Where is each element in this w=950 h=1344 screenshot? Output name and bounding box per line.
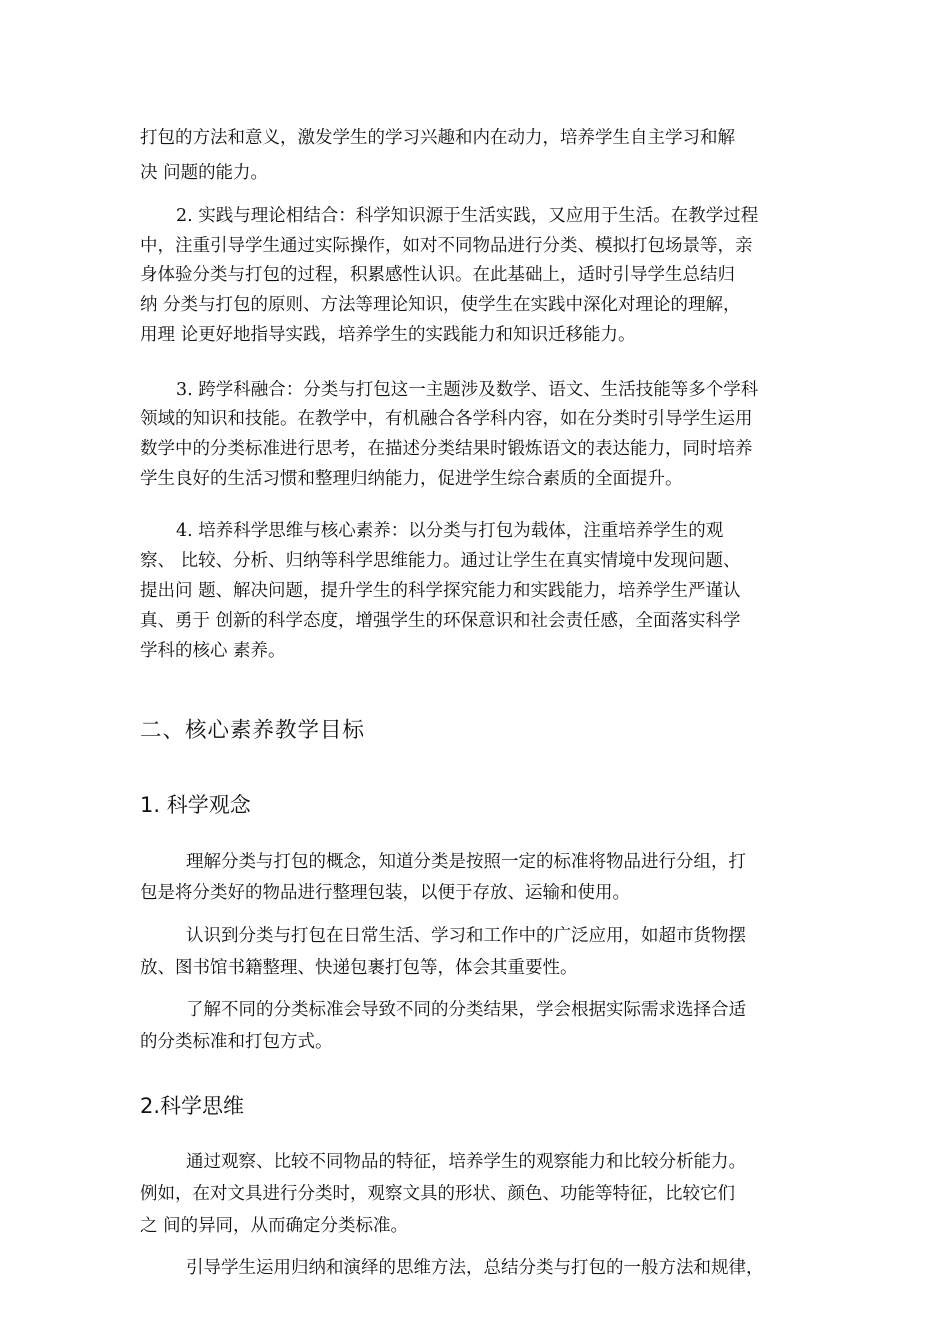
- concept-para3-line-1: 了解不同的分类标准会导致不同的分类结果，学会根据实际需求选择合适: [186, 1000, 746, 1020]
- concept-para3-line-2: 的分类标准和打包方式。: [140, 1032, 333, 1052]
- thinking-para1-line-3: 之 间的异同，从而确定分类标准。: [140, 1216, 409, 1236]
- concept-para1-line-1: 理解分类与打包的概念，知道分类是按照一定的标准将物品进行分组，打: [186, 852, 746, 872]
- point3-line-3: 数学中的分类标准进行思考，在描述分类结果时锻炼语文的表达能力，同时培养: [140, 439, 753, 459]
- intro-line-1: 打包的方法和意义，激发学生的学习兴趣和内在动力，培养学生自主学习和解: [140, 128, 735, 148]
- section-heading: 二、核心素养教学目标: [140, 718, 366, 743]
- concept-para2-line-1: 认识到分类与打包在日常生活、学习和工作中的广泛应用，如超市货物摆: [186, 926, 746, 946]
- subsection-heading-science-concept: 1. 科学观念: [140, 793, 251, 817]
- point3-line-4: 学生良好的生活习惯和整理归纳能力，促进学生综合素质的全面提升。: [140, 469, 683, 489]
- point2-line-5: 用理 论更好地指导实践，培养学生的实践能力和知识迁移能力。: [140, 325, 636, 345]
- point4-line-4: 真、勇于 创新的科学态度，增强学生的环保意识和社会责任感，全面落实科学: [140, 611, 741, 631]
- point4-line-1: 4. 培养科学思维与核心素养：以分类与打包为载体，注重培养学生的观: [176, 521, 724, 541]
- point4-line-3: 提出问 题、解决问题，提升学生的科学探究能力和实践能力，培养学生严谨认: [140, 581, 741, 601]
- point2-line-1: 2. 实践与理论相结合：科学知识源于生活实践，又应用于生活。在教学过程: [176, 206, 759, 226]
- thinking-para1-line-1: 通过观察、比较不同物品的特征，培养学生的观察能力和比较分析能力。: [186, 1152, 746, 1172]
- point2-line-3: 身体验分类与打包的过程，积累感性认识。在此基础上，适时引导学生总结归: [140, 265, 735, 285]
- concept-para1-line-2: 包是将分类好的物品进行整理包装，以便于存放、运输和使用。: [140, 883, 630, 903]
- thinking-para1-line-2: 例如，在对文具进行分类时，观察文具的形状、颜色、功能等特征，比较它们: [140, 1184, 735, 1204]
- point3-line-1: 3. 跨学科融合：分类与打包这一主题涉及数学、语文、生活技能等多个学科: [176, 380, 759, 400]
- point3-line-2: 领域的知识和技能。在教学中，有机融合各学科内容，如在分类时引导学生运用: [140, 409, 753, 429]
- intro-line-2: 决 问题的能力。: [140, 163, 269, 183]
- point4-line-5: 学科的核心 素养。: [140, 641, 286, 661]
- subsection-heading-science-thinking: 2.科学思维: [140, 1094, 245, 1118]
- point4-line-2: 察、 比较、分析、归纳等科学思维能力。通过让学生在真实情境中发现问题、: [140, 551, 741, 571]
- thinking-para2-line-1: 引导学生运用归纳和演绎的思维方法，总结分类与打包的一般方法和规律，: [186, 1258, 764, 1278]
- concept-para2-line-2: 放、图书馆书籍整理、快递包裹打包等，体会其重要性。: [140, 958, 578, 978]
- point2-line-4: 纳 分类与打包的原则、方法等理论知识，使学生在实践中深化对理论的理解，: [140, 295, 741, 315]
- point2-line-2: 中，注重引导学生通过实际操作，如对不同物品进行分类、模拟打包场景等，亲: [140, 236, 753, 256]
